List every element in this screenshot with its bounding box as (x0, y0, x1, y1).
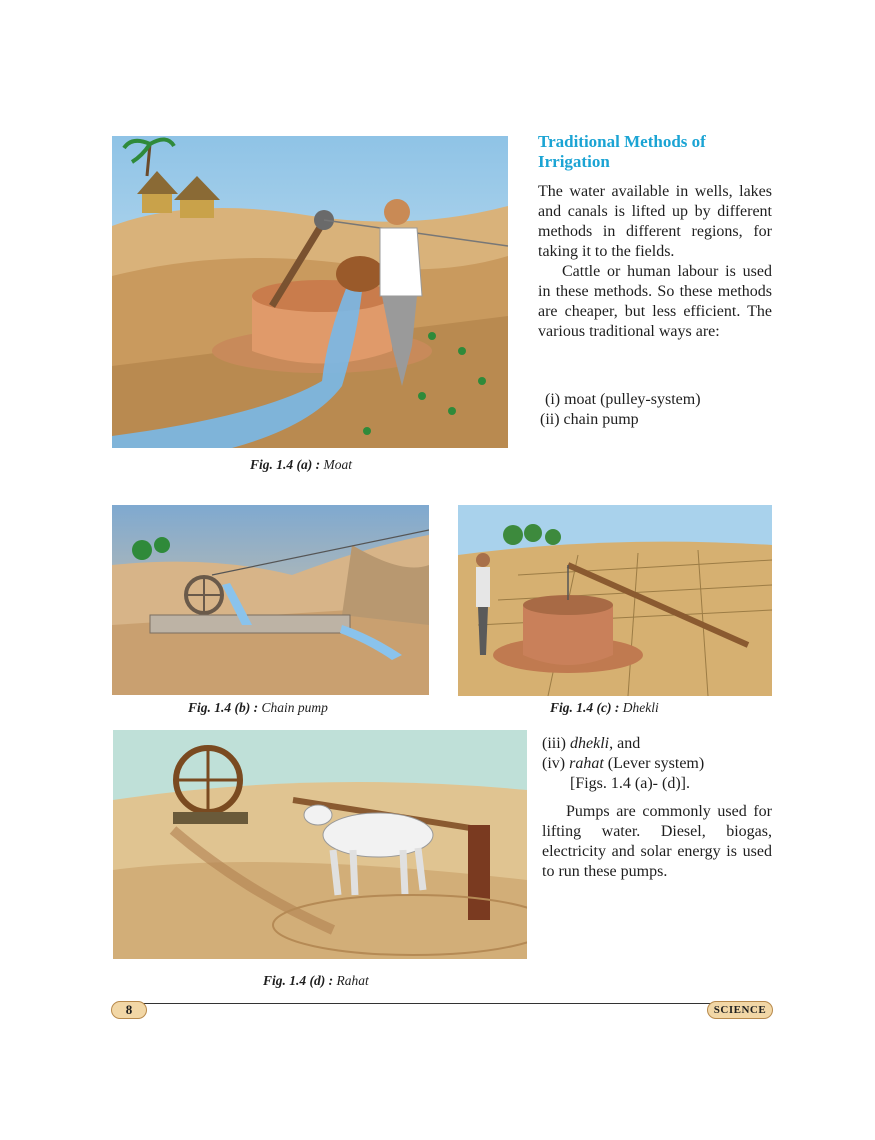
subject-badge: SCIENCE (707, 1001, 773, 1019)
figure-caption-moat (250, 457, 352, 473)
term-dhekli: dhekli (570, 735, 610, 752)
list-item-rahat: (iv) rahat (Lever system) (542, 755, 705, 772)
figure-name: Dhekli (622, 700, 659, 715)
figure-label: Fig. 1.4 (a) : (250, 457, 321, 472)
footer-rule (130, 1003, 750, 1004)
list-item: (i) moat (pulley-system) (545, 391, 701, 408)
figure-caption-dhekli (550, 700, 659, 716)
list-item-dhekli: (iii) dhekli, and (542, 735, 641, 752)
figure-rahat-illustration (113, 730, 527, 959)
paragraph-pumps: Pumps are commonly used for lifting water. Diesel, biogas, electricity and solar energy is used to run these pumps. (542, 803, 772, 880)
figure-chain-pump-illustration (112, 505, 429, 695)
figure-label: Fig. 1.4 (d) : (263, 973, 334, 988)
figure-caption-chain-pump (188, 700, 328, 716)
page-number-badge: 8 (111, 1001, 147, 1019)
methods-list-bottom (542, 734, 704, 794)
section-heading: Traditional Methods of Irrigation (538, 132, 706, 171)
figure-name: Rahat (336, 973, 369, 988)
list-item: (ii) chain pump (540, 411, 639, 428)
figure-moat-illustration (112, 136, 508, 448)
figure-name: Moat (323, 457, 352, 472)
paragraph-labour: Cattle or human labour is used in these methods. So these methods are cheaper, but less efficient. The various traditional ways are: (538, 263, 772, 340)
figure-dhekli-illustration (458, 505, 772, 696)
paragraph-water-sources: The water available in wells, lakes and canals is lifted up by different methods in different regions, for taking it to the fields. (538, 183, 772, 260)
methods-list-top (540, 390, 701, 430)
figure-reference: [Figs. 1.4 (a)- (d)]. (570, 775, 690, 792)
figure-label: Fig. 1.4 (b) : (188, 700, 259, 715)
intro-paragraphs (538, 182, 772, 342)
term-rahat: rahat (569, 755, 604, 772)
figure-caption-rahat (263, 973, 369, 989)
figure-name: Chain pump (261, 700, 328, 715)
figure-label: Fig. 1.4 (c) : (550, 700, 620, 715)
